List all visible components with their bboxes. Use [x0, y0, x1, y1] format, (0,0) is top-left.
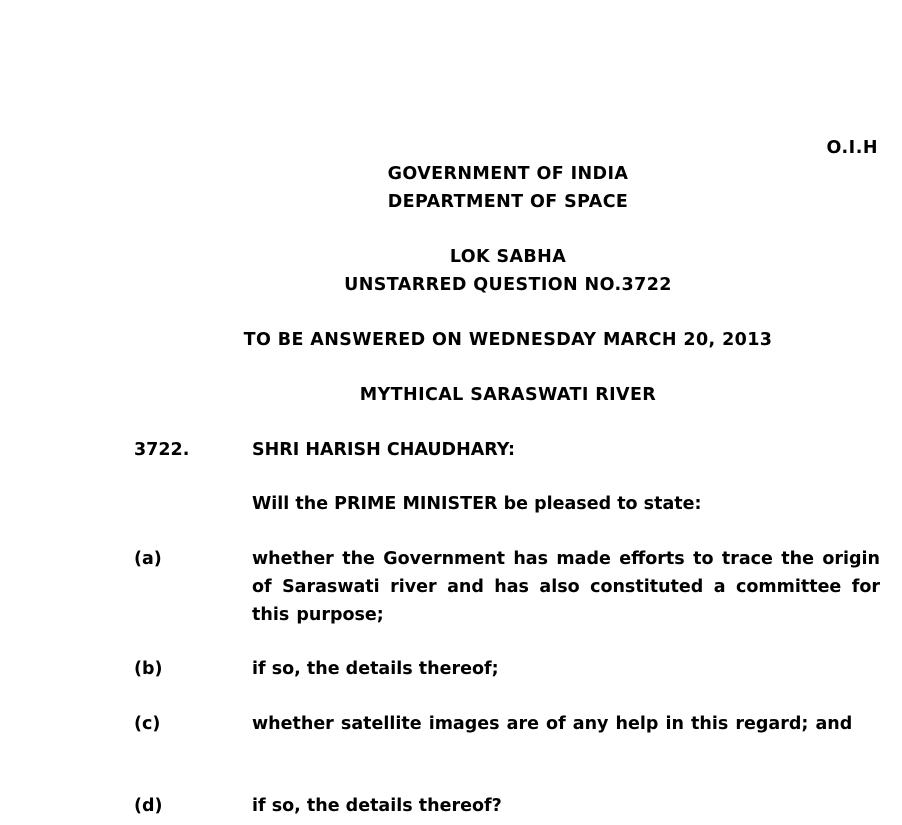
question-type: UNSTARRED QUESTION NO.3722	[344, 275, 672, 295]
part-text: if so, the details thereof;	[252, 659, 499, 679]
part-text: whether the Government has made efforts to trace the origin of Saraswati river and has also constituted a committee for this purpose;	[252, 549, 880, 625]
government-title: GOVERNMENT OF INDIA	[387, 164, 629, 184]
part-label: (c)	[134, 714, 161, 734]
part-label: (d)	[134, 796, 163, 816]
part-text: whether satellite images are of any help in this regard; and	[252, 714, 853, 734]
house-title: LOK SABHA	[449, 247, 567, 267]
subject-title: MYTHICAL SARASWATI RIVER	[359, 385, 657, 405]
reference-code: O.I.H	[826, 138, 878, 158]
part-label: (a)	[134, 549, 162, 569]
question-intro: Will the PRIME MINISTER be pleased to state:	[252, 494, 702, 514]
part-text: if so, the details thereof?	[252, 796, 502, 816]
answer-date: TO BE ANSWERED ON WEDNESDAY MARCH 20, 2013	[243, 330, 773, 350]
asker-name: SHRI HARISH CHAUDHARY:	[252, 440, 515, 460]
part-label: (b)	[134, 659, 163, 679]
department-title: DEPARTMENT OF SPACE	[387, 192, 629, 212]
question-number: 3722.	[134, 440, 190, 460]
